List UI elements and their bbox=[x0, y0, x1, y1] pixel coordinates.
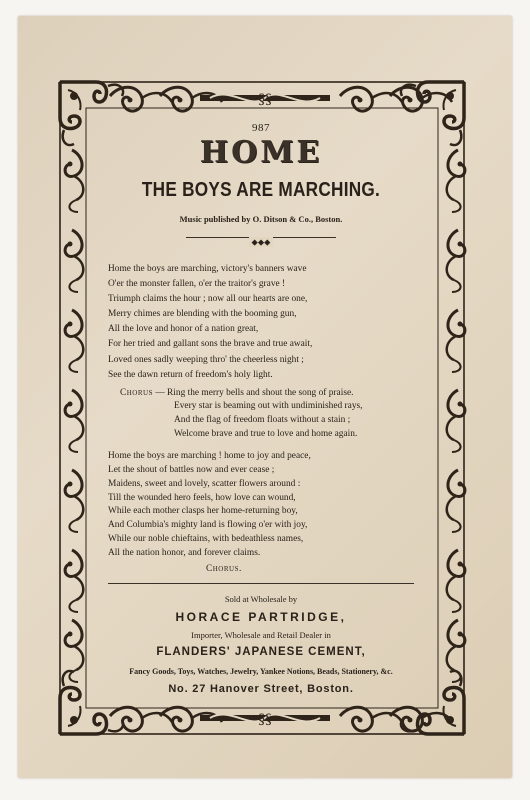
broadside-content bbox=[108, 122, 414, 697]
verse-line: Home the boys are marching, victory's banners wave bbox=[108, 264, 307, 274]
chorus-label: Chorus bbox=[120, 387, 153, 398]
cement-product: FLANDERS' JAPANESE CEMENT, bbox=[156, 645, 366, 658]
chorus-line: Ring the merry bells and shout the song of praise. bbox=[167, 387, 354, 398]
svg-text:§§: §§ bbox=[258, 92, 272, 108]
song-subtitle: THE BOYS ARE MARCHING. bbox=[141, 179, 381, 201]
song-title: HOME bbox=[199, 135, 323, 170]
chorus-line: Welcome brave and true to love and home again. bbox=[174, 428, 358, 439]
verse-line: Home the boys are marching ! home to joy and peace, bbox=[108, 451, 311, 462]
verse-line: Triumph claims the hour ; now all our hearts are one, bbox=[108, 294, 308, 305]
divider-ornament-icon: ⬥⬥⬥ bbox=[249, 237, 274, 247]
imprint-divider bbox=[108, 583, 414, 584]
street-address: No. 27 Hanover Street, Boston. bbox=[168, 682, 354, 695]
verse-line: While each mother clasps her home-returning boy, bbox=[108, 506, 298, 517]
verse-line: Let the shout of battles now and ever cease ; bbox=[108, 464, 275, 475]
verse-line: See the dawn return of freedom's holy light. bbox=[108, 369, 273, 380]
imprint bbox=[108, 594, 414, 697]
verse-line: O'er the monster fallen, o'er the traitor's grave ! bbox=[108, 279, 286, 290]
verse-line: Till the wounded hero feels, how love can wound, bbox=[108, 492, 296, 503]
goods-list: Fancy Goods, Toys, Watches, Jewelry, Yankee Notions, Beads, Stationery, &c. bbox=[129, 665, 393, 676]
chorus-repeat-label: Chorus. bbox=[206, 563, 242, 574]
chorus-first-line bbox=[120, 387, 414, 401]
svg-text:§§: §§ bbox=[258, 712, 272, 728]
chorus-dash: — bbox=[152, 387, 168, 398]
verse-line: For her tried and gallant sons the brave and true await, bbox=[108, 339, 313, 350]
publisher-note: Music published by O. Ditson & Co., Boston. bbox=[179, 214, 343, 224]
firm-name: HORACE PARTRIDGE, bbox=[175, 609, 347, 624]
chorus bbox=[108, 387, 414, 441]
importer-text: Importer, Wholesale and Retail Dealer in bbox=[191, 629, 331, 640]
verse-line: All the love and honor of a nation great, bbox=[108, 324, 259, 335]
sold-by-text: Sold at Wholesale by bbox=[224, 593, 298, 604]
song-number: 987 bbox=[252, 122, 270, 134]
verse-line: While our noble chieftains, with bedeathless names, bbox=[108, 533, 304, 544]
verse-two bbox=[108, 450, 414, 560]
verse-line: And Columbia's mighty land is flowing o'er with joy, bbox=[108, 520, 308, 531]
chorus-line: Every star is beaming out with undiminished rays, bbox=[174, 401, 363, 412]
title-divider bbox=[108, 232, 414, 247]
verse-line: Merry chimes are blending with the booming gun, bbox=[108, 309, 297, 320]
chorus-line: And the flag of freedom floats without a stain ; bbox=[174, 414, 351, 425]
verse-one bbox=[108, 262, 414, 383]
verse-line: Loved ones sadly weeping thro' the cheerless night ; bbox=[108, 354, 304, 365]
verse-line: Maidens, sweet and lovely, scatter flowers around : bbox=[108, 478, 301, 489]
verse-line: All the nation honor, and forever claims. bbox=[108, 547, 261, 558]
